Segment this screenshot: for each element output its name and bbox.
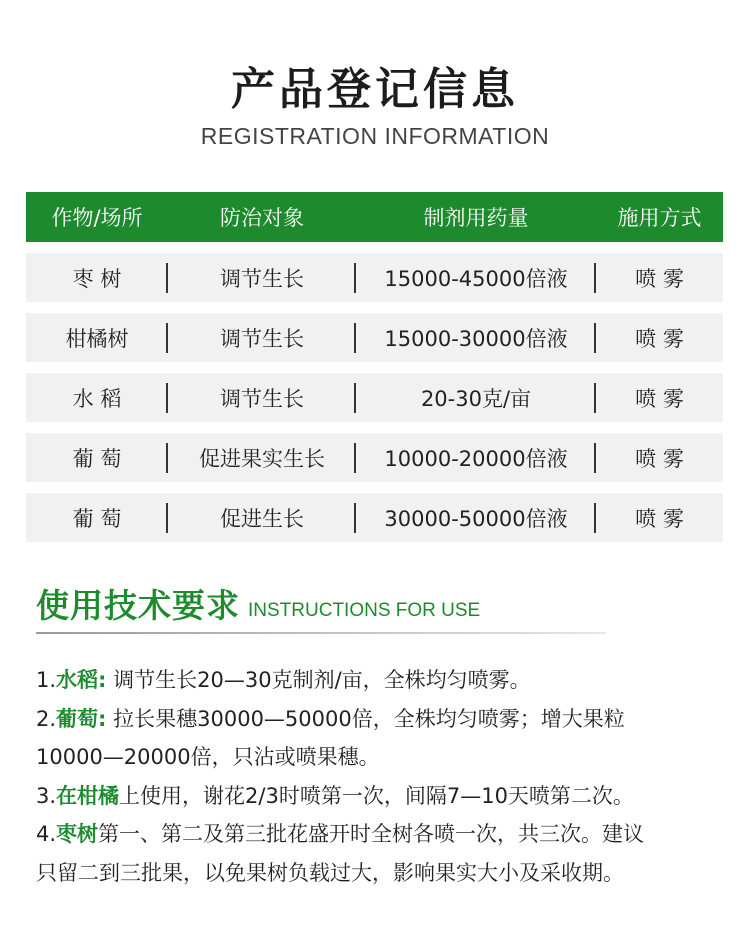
instruction-text: 拉长果穗30000—50000倍，全株均匀喷雾；增大果粒 <box>106 706 625 731</box>
cell-crop: 葡 萄 <box>72 446 122 471</box>
cell-method: 喷 雾 <box>635 506 684 531</box>
cell-crop: 葡 萄 <box>72 506 122 531</box>
cell-dosage: 30000-50000倍液 <box>384 506 568 531</box>
instruction-number: 2. <box>36 706 57 731</box>
cell-crop: 水 稻 <box>72 386 122 411</box>
cell-target: 促进生长 <box>220 506 304 531</box>
instruction-number: 1. <box>36 668 57 692</box>
cell-method: 喷 雾 <box>635 266 684 291</box>
cell-dosage: 15000-45000倍液 <box>384 266 568 291</box>
table-row <box>26 433 723 482</box>
table-row <box>26 253 723 302</box>
table-row <box>26 373 723 422</box>
instruction-number: 4. <box>36 822 57 846</box>
cell-method: 喷 雾 <box>635 446 684 471</box>
header-dosage: 制剂用药量 <box>423 206 529 230</box>
instruction-crop: 水稻: <box>56 668 107 692</box>
table-header <box>26 192 723 242</box>
page-subtitle: REGISTRATION INFORMATION <box>200 123 550 149</box>
instructions-list <box>36 661 716 892</box>
section-divider <box>36 632 606 634</box>
cell-crop: 柑橘树 <box>65 326 129 351</box>
cell-target: 促进果实生长 <box>199 446 325 471</box>
instruction-text: 上使用，谢花2/3时喷第一次，间隔7—10天喷第二次。 <box>119 783 634 808</box>
header-target: 防治对象 <box>220 206 304 230</box>
page-title: 产品登记信息 <box>231 64 519 115</box>
instruction-crop: 枣树 <box>56 822 99 846</box>
instruction-line <box>36 661 716 700</box>
instruction-line <box>36 700 716 739</box>
instruction-crop: 在柑橘 <box>56 783 120 808</box>
cell-target: 调节生长 <box>220 326 304 351</box>
instruction-text: 调节生长20—30克制剂/亩，全株均匀喷雾。 <box>106 668 531 692</box>
cell-dosage: 15000-30000倍液 <box>384 326 568 351</box>
instruction-crop: 葡萄: <box>56 706 107 731</box>
cell-target: 调节生长 <box>220 386 304 411</box>
instruction-text: 第一、第二及第三批花盛开时全树各喷一次，共三次。建议 <box>98 822 645 846</box>
page-header <box>0 62 750 150</box>
cell-method: 喷 雾 <box>635 326 684 351</box>
table-row <box>26 313 723 362</box>
header-crop: 作物/场所 <box>51 206 143 230</box>
instruction-text: 10000—20000倍，只沾或喷果穗。 <box>36 745 380 769</box>
cell-target: 调节生长 <box>220 266 304 291</box>
cell-dosage: 10000-20000倍液 <box>384 446 568 471</box>
registration-table <box>26 192 723 542</box>
section-title: 使用技术要求 <box>36 586 240 625</box>
instructions-heading <box>36 585 480 627</box>
instruction-line <box>36 738 716 777</box>
instruction-text: 只留二到三批果，以免果树负载过大，影响果实大小及采收期。 <box>36 860 624 885</box>
section-subtitle: INSTRUCTIONS FOR USE <box>248 600 481 621</box>
cell-crop: 枣 树 <box>72 266 122 291</box>
cell-method: 喷 雾 <box>635 386 684 411</box>
cell-dosage: 20-30克/亩 <box>420 386 532 411</box>
instruction-line <box>36 777 716 816</box>
instruction-number: 3. <box>36 783 57 808</box>
header-method: 施用方式 <box>617 206 702 230</box>
instruction-line <box>36 815 716 854</box>
table-row <box>26 493 723 542</box>
instruction-line <box>36 854 716 893</box>
